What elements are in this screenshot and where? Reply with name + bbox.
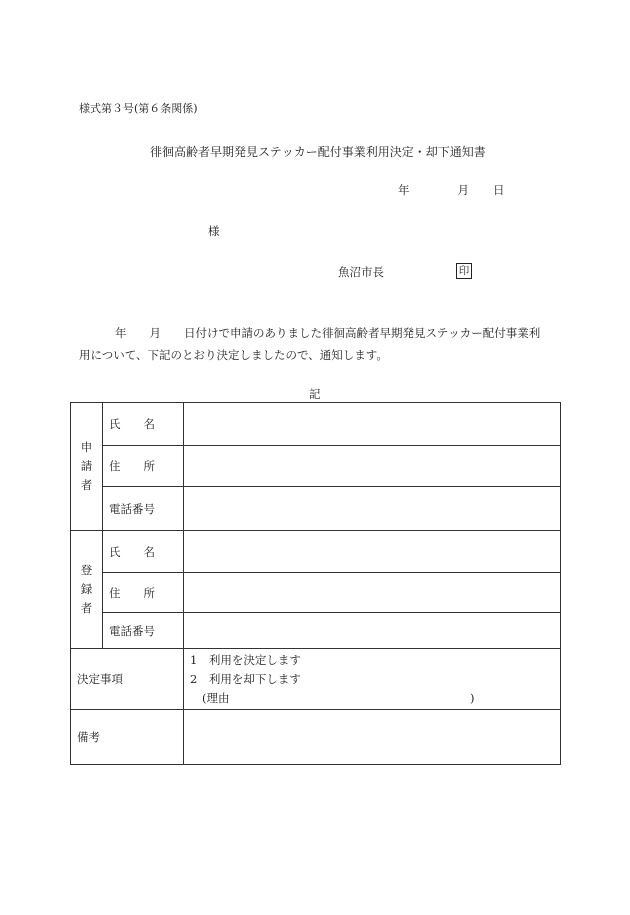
table-row <box>71 446 561 487</box>
applicant-phone-label: 電話番号 <box>103 487 184 531</box>
decision-label: 決定事項 <box>71 649 184 710</box>
remarks-label: 備考 <box>71 710 184 765</box>
registrant-address-label: 住 所 <box>103 573 184 613</box>
registrant-phone-field[interactable] <box>184 613 561 649</box>
decision-option-reject[interactable]: 2 利用を却下します <box>190 671 301 686</box>
date-year: 年 <box>398 183 410 197</box>
decision-options <box>184 649 561 710</box>
form-number-label: 様式第３号(第６条関係) <box>79 102 198 115</box>
record-table <box>70 402 561 765</box>
applicant-char-1: 申 <box>80 440 93 454</box>
table-row <box>71 403 561 446</box>
remarks-field[interactable] <box>184 710 561 765</box>
registrant-address-field[interactable] <box>184 573 561 613</box>
addressee-suffix: 様 <box>208 224 220 238</box>
reason-line <box>190 689 560 708</box>
applicant-name-field[interactable] <box>184 403 561 446</box>
registrant-group-label <box>71 531 103 649</box>
seal-box: 印 <box>456 263 472 279</box>
date-day: 日 <box>493 183 505 197</box>
registrant-name-field[interactable] <box>184 531 561 573</box>
reason-open: (理由 <box>202 690 230 705</box>
applicant-char-2: 請 <box>80 459 93 473</box>
reason-close: ) <box>470 690 475 705</box>
applicant-char-3: 者 <box>80 478 93 492</box>
table-row <box>71 710 561 765</box>
body-text-line-1: 年 月 日付けで申請のありました徘徊高齢者早期発見ステッカー配付事業利 <box>115 326 541 340</box>
registrant-name-label: 氏 名 <box>103 531 184 573</box>
ki-heading: 記 <box>309 387 321 401</box>
applicant-address-field[interactable] <box>184 446 561 487</box>
body-text-line-2: 用について、下記のとおり決定しましたので、通知します。 <box>79 348 388 362</box>
applicant-name-label: 氏 名 <box>103 403 184 446</box>
applicant-address-label: 住 所 <box>103 446 184 487</box>
issuer-name: 魚沼市長 <box>338 265 384 279</box>
applicant-group-label <box>71 403 103 531</box>
table-row <box>71 487 561 531</box>
decision-option-approve[interactable]: 1 利用を決定します <box>190 652 301 667</box>
registrant-char-1: 登 <box>80 563 93 577</box>
registrant-char-3: 者 <box>80 601 93 615</box>
date-line <box>398 182 505 198</box>
registrant-phone-label: 電話番号 <box>103 613 184 649</box>
registrant-char-2: 録 <box>80 582 93 596</box>
date-month: 月 <box>457 183 469 197</box>
applicant-phone-field[interactable] <box>184 487 561 531</box>
document-title: 徘徊高齢者早期発見ステッカー配付事業利用決定・却下通知書 <box>150 145 486 159</box>
table-row <box>71 613 561 649</box>
table-row <box>71 649 561 710</box>
table-row <box>71 573 561 613</box>
table-row <box>71 531 561 573</box>
